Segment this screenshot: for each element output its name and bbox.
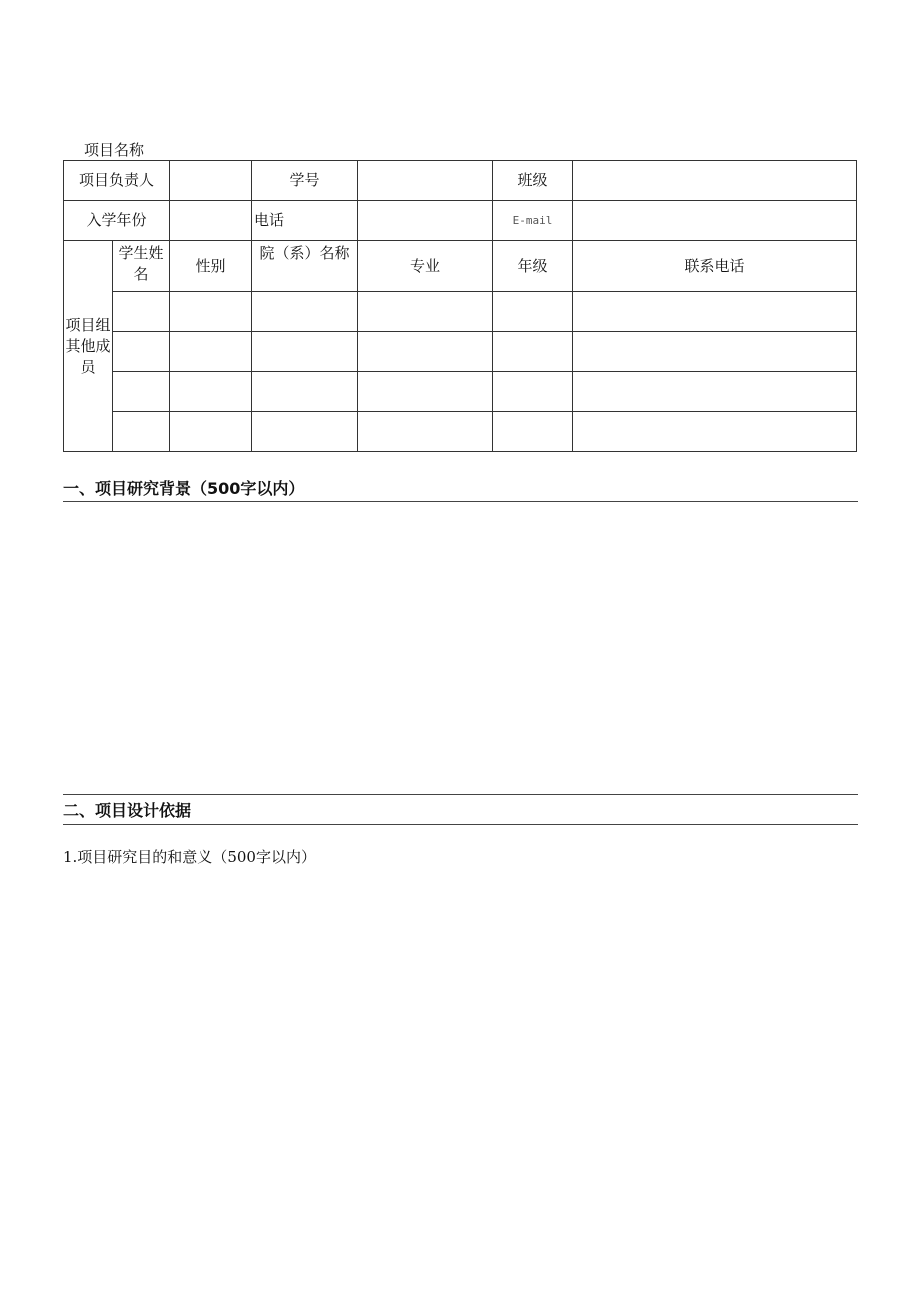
member-cell[interactable] — [493, 412, 573, 452]
leader-label: 项目负责人 — [64, 161, 170, 201]
member-col-gender: 性别 — [170, 241, 252, 292]
enroll-row — [64, 201, 857, 241]
member-cell[interactable] — [113, 332, 170, 372]
member-cell[interactable] — [493, 332, 573, 372]
info-table — [63, 160, 857, 452]
student-id-label: 学号 — [252, 161, 358, 201]
section-divider — [63, 824, 858, 825]
member-row — [64, 412, 857, 452]
section-heading-design-basis: 二、项目设计依据 — [63, 801, 192, 820]
member-cell[interactable] — [170, 292, 252, 332]
class-value[interactable] — [573, 161, 857, 201]
member-col-major: 专业 — [358, 241, 493, 292]
email-label: E-mail — [493, 201, 573, 241]
member-row — [64, 332, 857, 372]
member-cell[interactable] — [493, 372, 573, 412]
member-cell[interactable] — [252, 372, 358, 412]
member-cell[interactable] — [358, 372, 493, 412]
member-cell[interactable] — [493, 292, 573, 332]
project-name-label: 项目名称 — [84, 141, 145, 159]
member-cell[interactable] — [252, 332, 358, 372]
member-col-name: 学生姓名 — [113, 241, 170, 292]
member-row — [64, 372, 857, 412]
section-divider — [63, 794, 858, 795]
member-col-department: 院（系）名称 — [252, 241, 358, 292]
class-label: 班级 — [493, 161, 573, 201]
member-cell[interactable] — [170, 412, 252, 452]
enroll-year-value[interactable] — [170, 201, 252, 241]
member-cell[interactable] — [573, 412, 857, 452]
member-row — [64, 292, 857, 332]
member-cell[interactable] — [358, 412, 493, 452]
email-value[interactable] — [573, 201, 857, 241]
phone-value[interactable] — [358, 201, 493, 241]
member-cell[interactable] — [358, 292, 493, 332]
member-cell[interactable] — [170, 372, 252, 412]
leader-value[interactable] — [170, 161, 252, 201]
section-divider — [63, 501, 858, 502]
member-cell[interactable] — [573, 372, 857, 412]
member-cell[interactable] — [170, 332, 252, 372]
member-cell[interactable] — [252, 412, 358, 452]
phone-label: 电话 — [252, 201, 358, 241]
member-cell[interactable] — [113, 292, 170, 332]
member-header-row — [64, 241, 857, 292]
member-cell[interactable] — [113, 412, 170, 452]
member-cell[interactable] — [573, 292, 857, 332]
member-col-grade: 年级 — [493, 241, 573, 292]
member-col-phone: 联系电话 — [573, 241, 857, 292]
member-cell[interactable] — [358, 332, 493, 372]
members-label: 项目组其他成员 — [64, 241, 113, 452]
member-cell[interactable] — [573, 332, 857, 372]
subsection-purpose: 1.项目研究目的和意义（500字以内） — [63, 848, 316, 866]
student-id-value[interactable] — [358, 161, 493, 201]
member-cell[interactable] — [113, 372, 170, 412]
enroll-year-label: 入学年份 — [64, 201, 170, 241]
section-heading-background: 一、项目研究背景（500字以内） — [63, 479, 305, 498]
member-cell[interactable] — [252, 292, 358, 332]
leader-row — [64, 161, 857, 201]
